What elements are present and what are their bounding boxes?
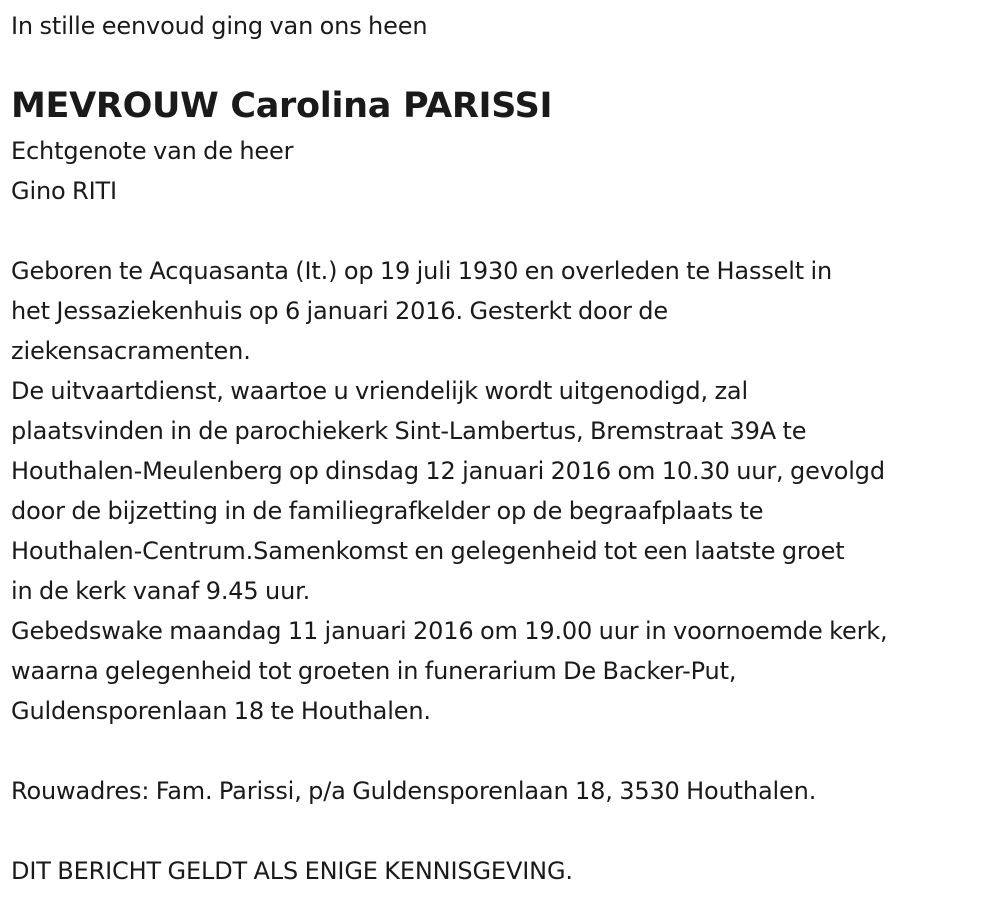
deceased-name: MEVROUW Carolina PARISSI — [11, 86, 553, 126]
notice-body — [11, 251, 1000, 731]
body-line: in de kerk vanaf 9.45 uur. — [11, 577, 311, 605]
relation-line: Gino RITI — [11, 177, 117, 205]
relation-line: Echtgenote van de heer — [11, 137, 294, 165]
spacer — [11, 811, 1000, 851]
body-line: waarna gelegenheid tot groeten in funerarium De Backer-Put, — [11, 657, 737, 685]
body-line: plaatsvinden in de parochiekerk Sint-Lambertus, Bremstraat 39A te — [11, 417, 807, 445]
body-line: Geboren te Acquasanta (It.) op 19 juli 1930 en overleden te Hasselt in — [11, 257, 833, 285]
body-line: het Jessaziekenhuis op 6 januari 2016. Gesterkt door de — [11, 297, 668, 325]
spacer — [11, 211, 1000, 251]
body-line: Houthalen-Meulenberg op dinsdag 12 januari 2016 om 10.30 uur, gevolgd — [11, 457, 885, 485]
body-line: Houthalen-Centrum.Samenkomst en gelegenheid tot een laatste groet — [11, 537, 845, 565]
intro-line: In stille eenvoud ging van ons heen — [11, 12, 428, 40]
body-line: door de bijzetting in de familiegrafkelder op de begraafplaats te — [11, 497, 764, 525]
closing-statement: DIT BERICHT GELDT ALS ENIGE KENNISGEVING. — [11, 857, 573, 885]
body-line: ziekensacramenten. — [11, 337, 251, 365]
body-line: Guldensporenlaan 18 te Houthalen. — [11, 697, 431, 725]
body-line: Gebedswake maandag 11 januari 2016 om 19.00 uur in voornoemde kerk, — [11, 617, 888, 645]
spacer — [11, 731, 1000, 771]
body-line: De uitvaartdienst, waartoe u vriendelijk wordt uitgenodigd, zal — [11, 377, 748, 405]
mourning-address: Rouwadres: Fam. Parissi, p/a Guldensporenlaan 18, 3530 Houthalen. — [11, 777, 817, 805]
